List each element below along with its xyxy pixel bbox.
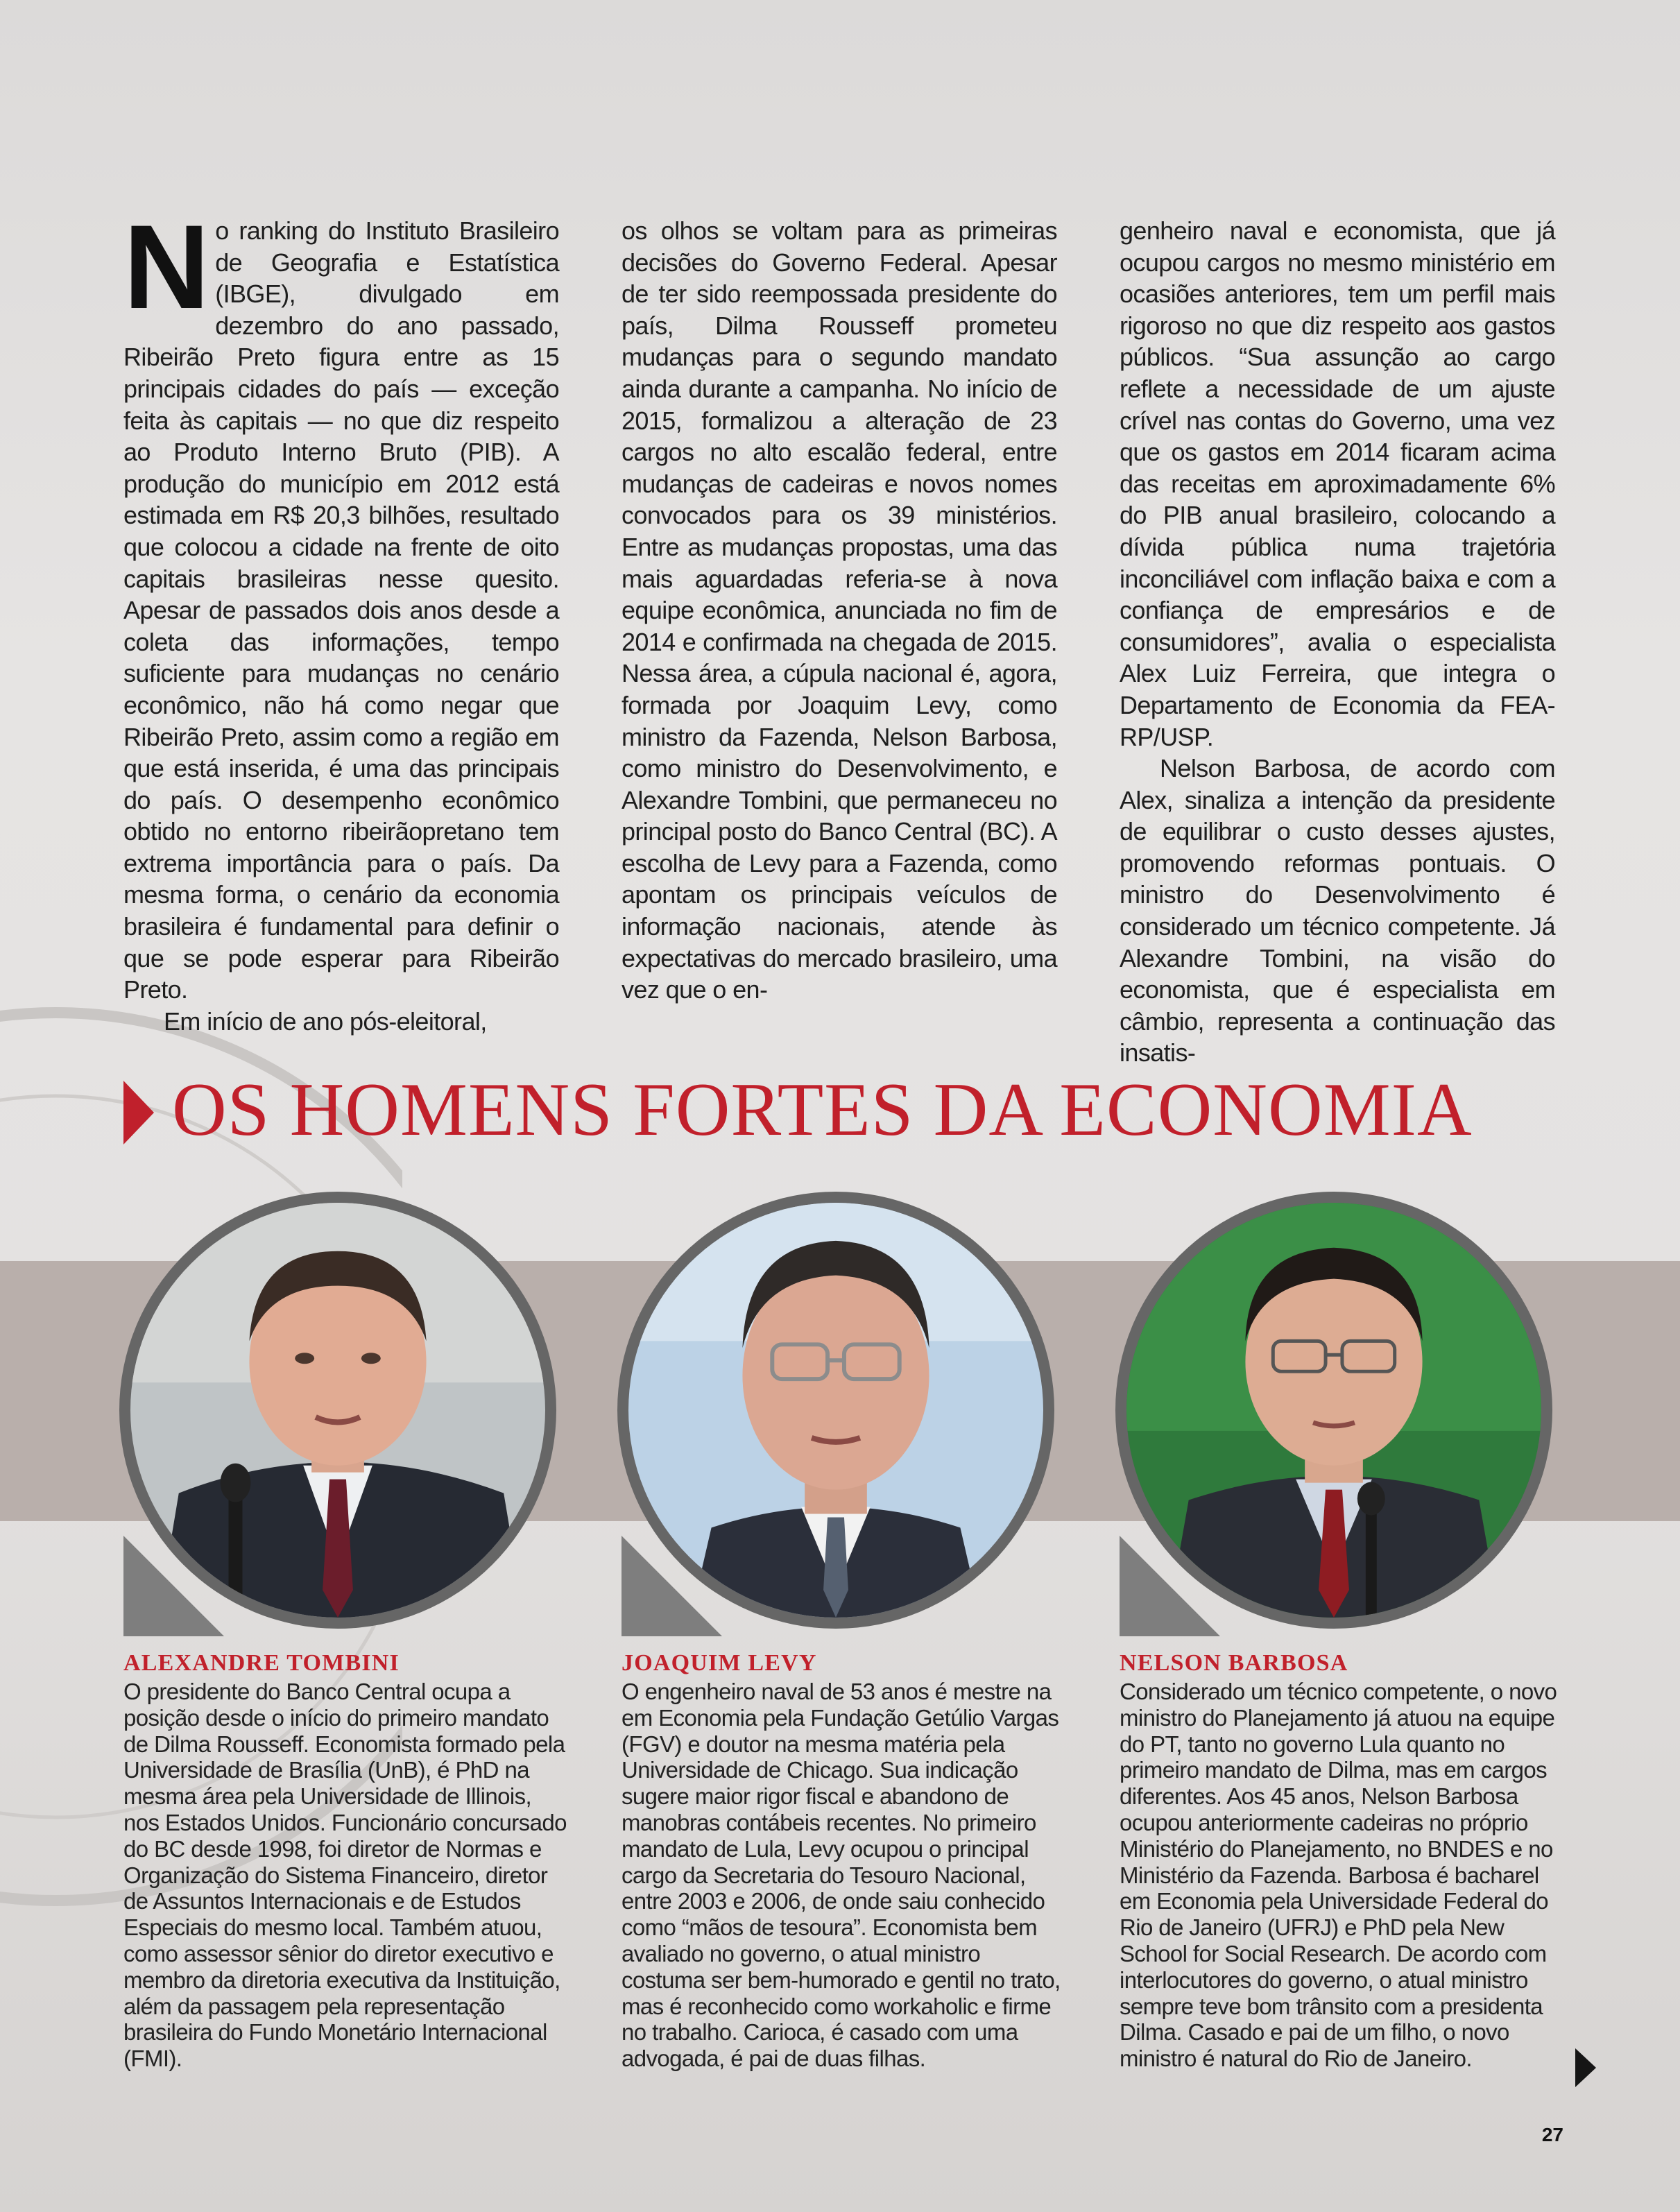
corner-decoration <box>123 1536 224 1636</box>
profile-text: O engenheiro naval de 53 anos é mestre na em Economia pela Fundação Getúlio Vargas (FGV) e doutor na mesma matéria pela Universidade de Chicago. Sua indicação sugere maior rigor fiscal e abandono de manobras contábeis recentes. No primeiro mandato de Lula, Levy ocupou o principal cargo da Secretaria do Tesouro Nacional, entre 2003 e 2006, de onde saiu conhecido como “mãos de tesoura”. Economista bem avaliado no governo, o atual ministro costuma ser bem-humorado e gentil no trato, mas é reconhecido como workaholic e firme no trabalho. Carioca, é casado com uma advogada, é pai de duas filhas. <box>622 1679 1061 2072</box>
article-paragraph: genheiro naval e economista, que já ocupou cargos no mesmo ministério em ocasiões anteriores, tem um perfil mais rigoroso no que diz respeito aos gastos públicos. “Sua assunção ao cargo reflete a necessidade de um ajuste crível nas contas do Governo, uma vez que os gastos em 2014 ficaram acima das receitas em aproximadamente 6% do PIB anual brasileiro, colocando a dívida pública numa trajetória inconciliável com inflação baixa e com a confiança de empresários e de consumidores”, avalia o especialista Alex Luiz Ferreira, que integra o Departamento de Economia da FEA-RP/USP. <box>1120 216 1555 751</box>
heading-arrow-icon <box>123 1081 154 1144</box>
corner-decoration <box>1120 1536 1220 1636</box>
section-heading: OS HOMENS FORTES DA ECONOMIA <box>172 1068 1473 1151</box>
profile-joaquim-levy <box>622 1649 1065 2072</box>
profile-text: Considerado um técnico competente, o novo ministro do Planejamento já atuou na equipe do PT, tanto no governo Lula quanto no primeiro mandato de Dilma, mas em cargos diferentes. Aos 45 anos, Nelson Barbosa ocupou anteriormente cadeiras no próprio Ministério do Planejamento, no BNDES e no Ministério da Fazenda. Barbosa é bacharel em Economia pela Universidade Federal do Rio de Janeiro (UFRJ) e PhD pela New School for Social Research. De acordo com interlocutores do governo, o atual ministro sempre teve bom trânsito com a presidenta Dilma. Casado e pai de um filho, o novo ministro é natural do Rio de Janeiro. <box>1120 1679 1557 2072</box>
article-paragraph: os olhos se voltam para as primeiras decisões do Governo Federal. Apesar de ter sido reempossada presidente do país, Dilma Rousseff prometeu mudanças para o segundo mandato ainda durante a campanha. No início de 2015, formalizou a alteração de 23 cargos no alto escalão federal, entre mudanças de cadeiras e novos nomes convocados para os 39 ministérios. Entre as mudanças propostas, uma das mais aguardadas referia-se à nova equipe econômica, anunciada no fim de 2014 e confirmada na chegada de 2015. Nessa área, a cúpula nacional é, agora, formada por Joaquim Levy, como ministro da Fazenda, Nelson Barbosa, como ministro do Desenvolvimento, e Alexandre Tombini, que permaneceu no principal posto do Banco Central (BC). A escolha de Levy para a Fazenda, como apontam os principais veículos de informação nacionais, atende às expectativas do mercado brasileiro, uma vez que o en- <box>622 216 1057 1004</box>
article-paragraph: o ranking do Instituto Brasileiro de Geografia e Estatística (IBGE), divulgado em dezembro do ano passado, Ribeirão Preto figura entre as 15 principais cidades do país — exceção feita às capitais — no que diz respeito ao Produto Interno Bruto (PIB). A produção do município em 2012 está estimada em R$ 20,3 bilhões, resultado que colocou a cidade na frente de oito capitais brasileiras nesse quesito. Apesar de passados dois anos desde a coleta das informações, tempo suficiente para mudanças no cenário econômico, não há como negar que Ribeirão Preto, assim como a região em que está inserida, é uma das principais do país. O desempenho econômico obtido no entorno ribeirãopretano tem extrema importância para o país. Da mesma forma, o cenário da economia brasileira é fundamental para definir o que se pode esperar para Ribeirão Preto. <box>123 216 559 1004</box>
next-page-arrow-icon[interactable] <box>1575 2048 1596 2087</box>
profile-name: NELSON BARBOSA <box>1120 1650 1348 1676</box>
section-heading-row <box>123 1068 1580 1151</box>
profile-text: O presidente do Banco Central ocupa a posição desde o início do primeiro mandato de Dilma Rousseff. Economista formado pela Universidade de Brasília (UnB), é PhD na mesma área pela Universidade de Illinois, nos Estados Unidos. Funcionário concursado do BC desde 1998, foi diretor de Normas e Organização do Sistema Financeiro, diretor de Assuntos Internacionais e de Estudos Especiais do mesmo local. Também atuou, como assessor sênior do diretor executivo e membro da diretoria executiva da Instituição, além da passagem pela representação brasileira do Fundo Monetário Internacional (FMI). <box>123 1679 567 2072</box>
profile-alexandre-tombini <box>123 1649 567 2072</box>
page-number: 27 <box>1541 2124 1563 2145</box>
article-column-1 <box>123 200 559 1037</box>
corner-decoration <box>622 1536 722 1636</box>
article-column-2 <box>622 215 1057 1006</box>
article-column-3 <box>1120 215 1555 1069</box>
article-paragraph: Em início de ano pós-eleitoral, <box>164 1006 487 1036</box>
profile-nelson-barbosa <box>1120 1649 1563 2072</box>
profile-name: JOAQUIM LEVY <box>622 1650 817 1676</box>
drop-cap: N <box>123 200 209 334</box>
profile-name: ALEXANDRE TOMBINI <box>123 1650 400 1676</box>
article-paragraph: Nelson Barbosa, de acordo com Alex, sinaliza a intenção da presidente de equilibrar o custo desses ajustes, promovendo reformas pontuais. O ministro do Desenvolvimento é considerado um técnico competente. Já Alexandre Tombini, na visão do economista, que é especialista em câmbio, representa a continuação das insatis- <box>1120 754 1555 1068</box>
